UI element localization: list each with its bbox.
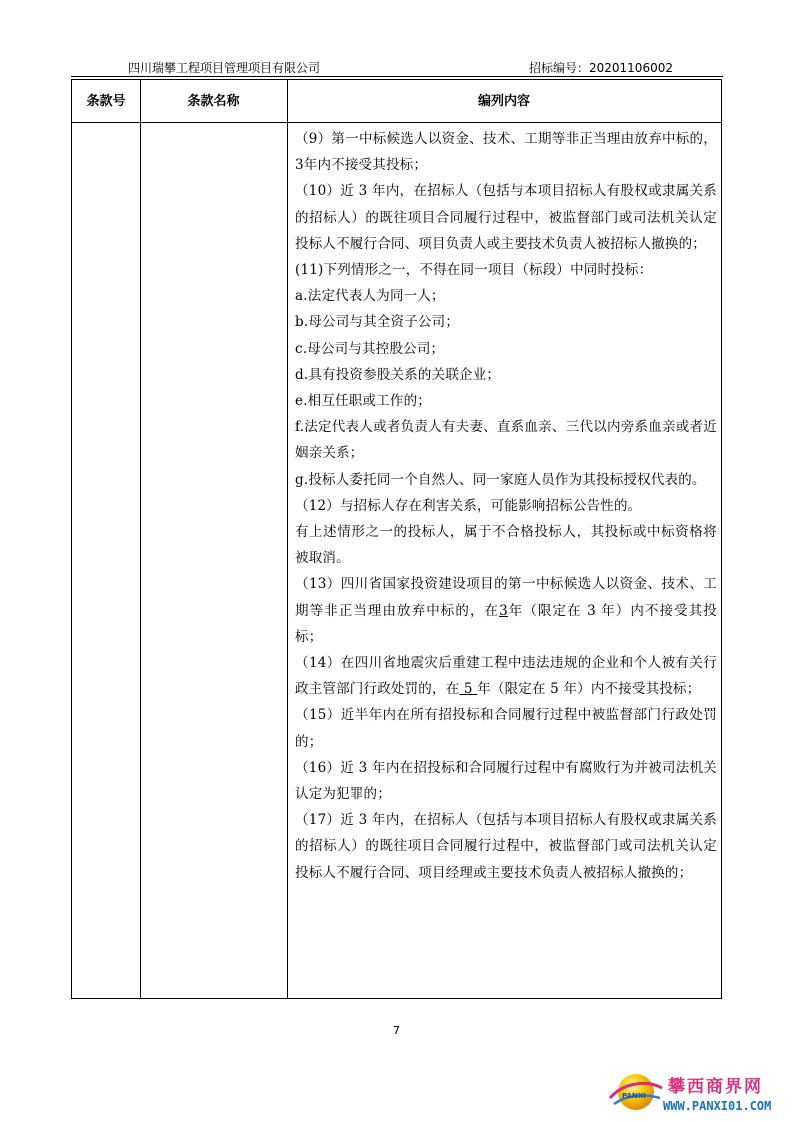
paragraph: 有上述情形之一的投标人，属于不合格投标人，其投标或中标资格将被取消。 [295,524,717,567]
paragraph: （10）近 3 年内，在招标人（包括与本项目招标人有股权或隶属关系的招标人）的既往项目合同履行过程中，被监督部门或司法机关认定投标人不履行合同、项目负责人或主要技术负责人被招标人撤换的； [295,183,717,252]
column-divider [140,80,141,998]
header-tender-number: 招标编号：20201106002 [529,61,673,75]
p13-text: （13）四川省国家投资建设项目的第一中标候选人以资金、技术、工期等非正当理由放弃中标的，在 [295,576,717,619]
globe-logo-icon [606,1068,664,1116]
p14-text-end: 年（限定在 5 年）内不接受其投标； [477,681,701,698]
paragraph-14 [295,650,717,702]
paragraph: f.法定代表人或者负责人有夫妻、直系血亲、三代以内旁系血亲或者近姻亲关系； [295,419,717,462]
watermark-url: WWW.PANXI01.COM [663,1099,772,1113]
watermark-title: 攀西商界网 [668,1077,763,1097]
clause-table [71,79,722,999]
header-company: 四川瑞攀工程项目管理项目有限公司 [128,61,321,75]
col-header-content: 编列内容 [477,94,530,109]
paragraph: （9）第一中标候选人以资金、技术、工期等非正当理由放弃中标的，3年内不接受其投标； [295,131,717,174]
paragraph: （17）近 3 年内，在招标人（包括与本项目招标人有股权或隶属关系的招标人）的既往项目合同履行过程中，被监督部门或司法机关认定投标人不履行合同、项目经理或主要技术负责人被招标人撤换的； [295,812,717,881]
paragraph: （16）近 3 年内在招投标和合同履行过程中有腐败行为并被司法机关认定为犯罪的； [295,759,717,803]
p13-text-end: 年（限定在 3 年）内不接受其投标； [295,602,717,645]
p13-years: 3 [499,602,508,619]
col-header-clause-no: 条款号 [86,94,126,109]
paragraph: （15）近半年内在所有招投标和合同履行过程中被监督部门行政处罚的； [295,707,717,750]
header-rule [71,76,723,77]
logo-text: PANXI [622,1092,646,1100]
paragraph: （12）与招标人存在利害关系，可能影响招标公告性的。 [295,497,642,514]
paragraph: a.法定代表人为同一人； [295,288,445,305]
paragraph: g.投标人委托同一个自然人、同一家庭人员作为其投标授权代表的。 [295,471,706,488]
page-number: 7 [393,1024,400,1037]
column-divider [287,80,288,998]
clause-content [289,123,721,886]
paragraph: c.母公司与其控股公司； [295,340,445,357]
paragraph: e.相互任职或工作的； [295,393,431,410]
p14-years: 5 [459,681,478,698]
paragraph: d.具有投资参股关系的关联企业； [295,366,501,383]
watermark [600,1066,790,1118]
paragraph: b.母公司与其全资子公司； [295,314,460,331]
col-header-clause-name: 条款名称 [187,94,240,109]
p14-text: （14）在四川省地震灾后重建工程中违法违规的企业和个人被有关行政主管部门行政处罚的，在 [295,655,717,698]
paragraph-13 [295,571,717,650]
paragraph: (11)下列情形之一，不得在同一项目（标段）中同时投标： [295,262,653,279]
